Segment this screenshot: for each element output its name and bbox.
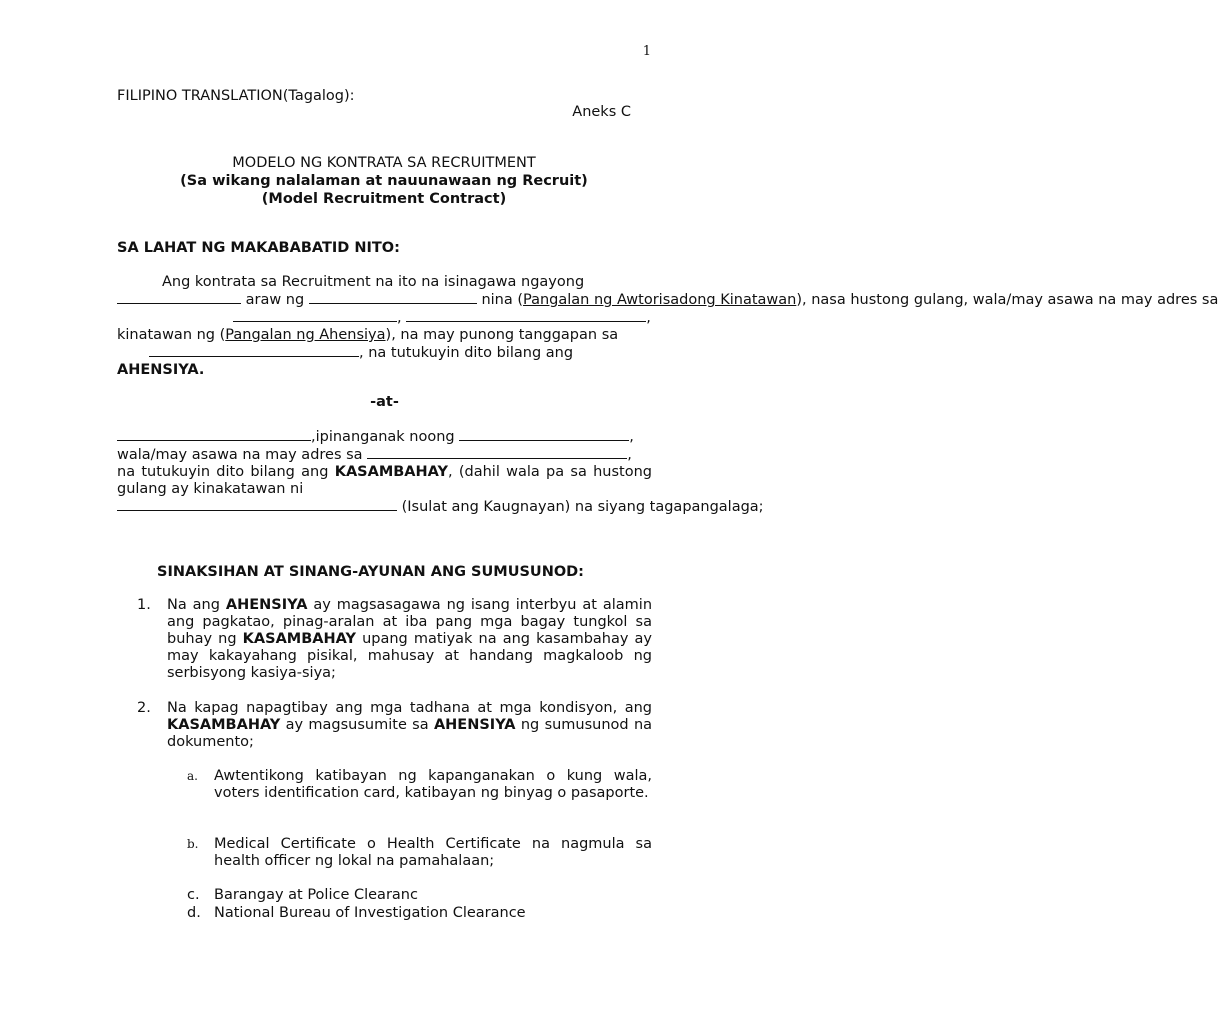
paragraph-agency [117,274,1218,379]
p1-line: araw ng nina (Pangalan ng Awtorisadong Kinatawan), nasa hustong gulang, wala/may asawa na may adres sa [117,291,652,309]
sub-item-a: a. Awtentikong katibayan ng kapanganakan o kung wala, voters identification card, katibayan ng binyag o pasaporte. [187,768,652,801]
p2-line: ,ipinanganak noong , [117,428,652,446]
p1-line: , , [117,309,652,327]
address-blank-1[interactable] [233,309,397,322]
month-blank[interactable] [309,291,477,304]
p1-line: kinatawan ng (Pangalan ng Ahensiya), na may punong tanggapan sa [117,327,619,343]
p2-line: na tutukuyin dito bilang ang KASAMBAHAY, (dahil wala pa sa hustong gulang ay kinakatawan ni [117,464,652,497]
paragraph-kasambahay [117,428,764,516]
list-item-2: 2. Na kapag napagtibay ang mga tadhana at mga kondisyon, ang KASAMBAHAY ay magsusumite sa AHENSIYA ng sumusunod na dokumento; [137,700,653,750]
annex-label: Aneks C [572,104,631,120]
document-heading: FILIPINO TRANSLATION(Tagalog): [117,88,355,104]
sub-item-c: c. Barangay at Police Clearanc [187,887,418,903]
agency-name-label: Pangalan ng Ahensiya [225,327,386,343]
title-line-2: (Sa wikang nalalaman at nauunawaan ng Recruit) [180,173,588,189]
sub-item-d: d. National Bureau of Investigation Clearance [187,905,526,921]
office-address-blank[interactable] [149,344,359,357]
p2-line: (Isulat ang Kaugnayan) na siyang tagapangalaga; [117,498,652,516]
p2-line: wala/may asawa na may adres sa , [117,447,632,463]
title-line-3: (Model Recruitment Contract) [261,191,507,207]
p1-line: , na tutukuyin dito bilang ang [117,344,652,362]
date-blank[interactable] [117,291,241,304]
address-blank-2[interactable] [406,309,646,322]
page-number: 1 [642,44,651,59]
representative-name-label: Pangalan ng Awtorisadong Kinatawan [523,292,797,308]
section-heading-1: SA LAHAT NG MAKABABATID NITO: [117,240,400,256]
and-separator: -at- [370,394,399,410]
contract-title [117,154,651,208]
birthdate-blank[interactable] [459,428,629,441]
title-line-1: MODELO NG KONTRATA SA RECRUITMENT [232,155,536,171]
section-heading-2: SINAKSIHAN AT SINANG-AYUNAN ANG SUMUSUNOD: [157,564,584,580]
worker-address-blank[interactable] [367,446,627,459]
agency-term: AHENSIYA. [117,362,205,378]
sub-item-b: b. Medical Certificate o Health Certificate na nagmula sa health officer ng lokal na pamahalaan; [187,836,652,869]
p1-line: Ang kontrata sa Recruitment na ito na isinagawa ngayong [162,274,585,290]
worker-name-blank[interactable] [117,428,311,441]
guardian-name-blank[interactable] [117,498,397,511]
list-item-1: 1. Na ang AHENSIYA ay magsasagawa ng isang interbyu at alamin ang pagkatao, pinag-aralan at iba pang mga bagay tungkol sa buhay ng KASAMBAHAY upang matiyak na ang kasambahay ay may kakayahang pisikal, mahusay at handang magkaloob ng serbisyong kasiya-siya; [137,597,653,681]
